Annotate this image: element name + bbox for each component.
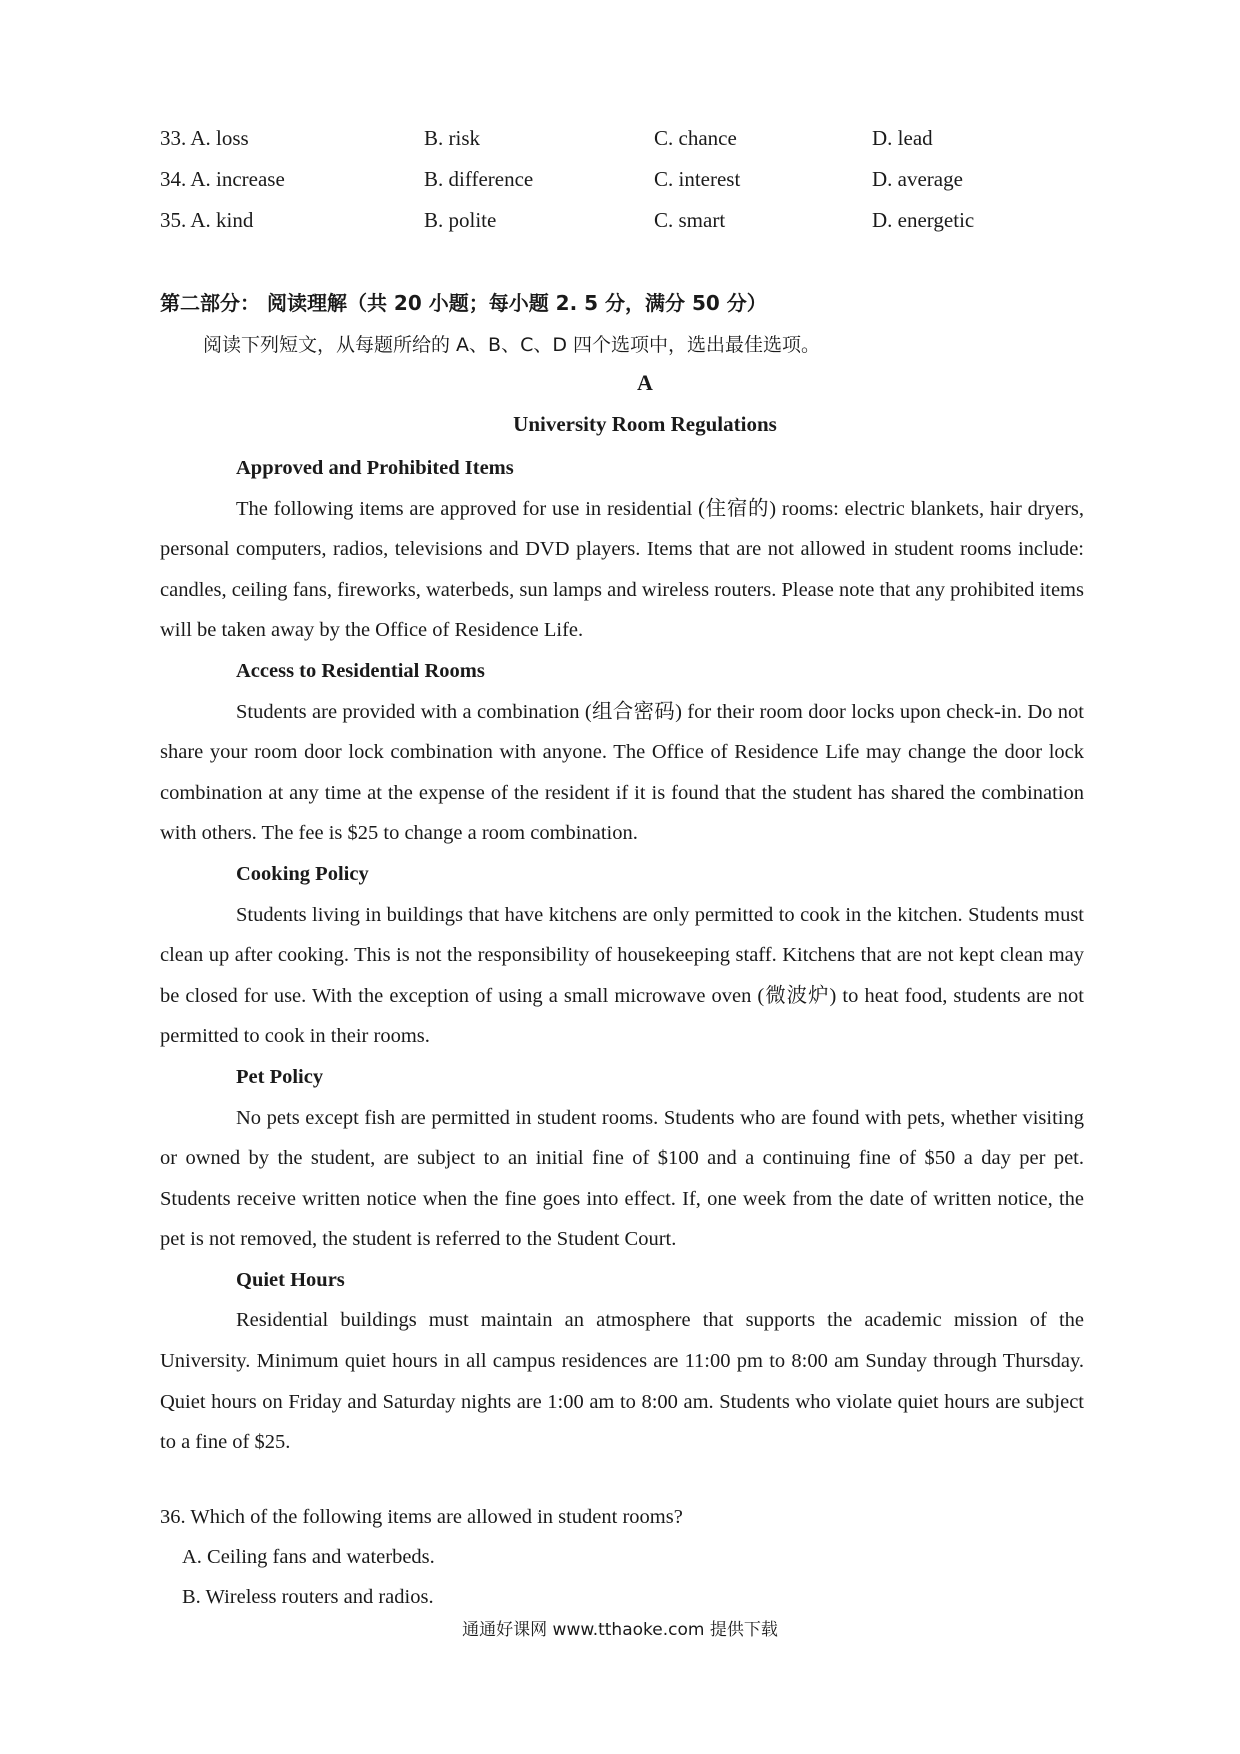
option-33-c: C. chance [654, 126, 737, 150]
option-34-d: D. average [872, 167, 963, 191]
subheading-access: Access to Residential Rooms [236, 659, 485, 682]
subheading-approved-items: Approved and Prohibited Items [236, 457, 514, 479]
section-heading: 第二部分： 阅读理解（共 20 小题；每小题 2. 5 分，满分 50 分） [160, 291, 767, 315]
paragraph-cooking: Students living in buildings that have kitchens are only permitted to cook in the kitchen. Students must clean up after cooking. This is not the responsibility of housekeeping staff. Kitchens that are not kept clean may be closed for use. With the exception of using a small microwave oven (微波炉) to heat food, students are not permitted to cook in their rooms. [160, 903, 1084, 1048]
question-36-option-a: A. Ceiling fans and waterbeds. [182, 1546, 435, 1568]
paragraph-approved-items: The following items are approved for use in residential (住宿的) rooms: electric blankets, hair dryers, personal computers, radios, televisions and DVD players. Items that are not allowed in student rooms include: candles, ceiling fans, fireworks, waterbeds, sun lamps and wireless routers. Please note that any prohibited items will be taken away by the Office of Residence Life. [160, 497, 1084, 642]
option-33-d: D. lead [872, 126, 933, 150]
passage-title: University Room Regulations [513, 412, 777, 436]
option-35-a: 35. A. kind [160, 208, 254, 232]
question-36-stem: 36. Which of the following items are allowed in student rooms? [160, 1506, 683, 1528]
option-34-b: B. difference [424, 167, 534, 191]
page-footer: 通通好课网 www.tthaoke.com 提供下载 [462, 1620, 778, 1640]
subheading-cooking: Cooking Policy [236, 862, 369, 885]
option-34-c: C. interest [654, 167, 741, 191]
option-35-b: B. polite [424, 208, 497, 232]
subheading-pet: Pet Policy [236, 1065, 324, 1088]
paragraph-pet: No pets except fish are permitted in student rooms. Students who are found with pets, whether visiting or owned by the student, are subject to an initial fine of $100 and a continuing fine of $50 a day per pet. Students receive written notice when the fine goes into effect. If, one week from the date of written notice, the pet is not removed, the student is referred to the Student Court. [160, 1106, 1084, 1251]
option-35-c: C. smart [654, 208, 726, 232]
passage-body [160, 448, 1084, 1463]
option-33-b: B. risk [424, 126, 481, 150]
passage-letter: A [637, 370, 653, 395]
option-33-a: 33. A. loss [160, 126, 249, 150]
question-36 [160, 1497, 1090, 1617]
options-row-35 [160, 208, 1120, 248]
subheading-quiet-hours: Quiet Hours [236, 1268, 345, 1291]
section-instruction: 阅读下列短文，从每题所给的 A、B、C、D 四个选项中，选出最佳选项。 [203, 334, 821, 356]
question-36-option-b: B. Wireless routers and radios. [182, 1586, 434, 1608]
paragraph-access: Students are provided with a combination (组合密码) for their room door locks upon check-in. Do not share your room door lock combination with anyone. The Office of Residence Life may change the door lock combination at any time at the expense of the resident if it is found that the student has shared the combination with others. The fee is $25 to change a room combination. [160, 700, 1084, 845]
options-row-33 [160, 126, 1120, 166]
options-row-34 [160, 167, 1120, 207]
paragraph-quiet-hours: Residential buildings must maintain an atmosphere that supports the academic mission of the University. Minimum quiet hours in all campus residences are 11:00 pm to 8:00 am Sunday through Thursday. Quiet hours on Friday and Saturday nights are 1:00 am to 8:00 am. Students who violate quiet hours are subject to a fine of $25. [160, 1309, 1084, 1454]
option-35-d: D. energetic [872, 208, 975, 232]
option-34-a: 34. A. increase [160, 167, 285, 191]
